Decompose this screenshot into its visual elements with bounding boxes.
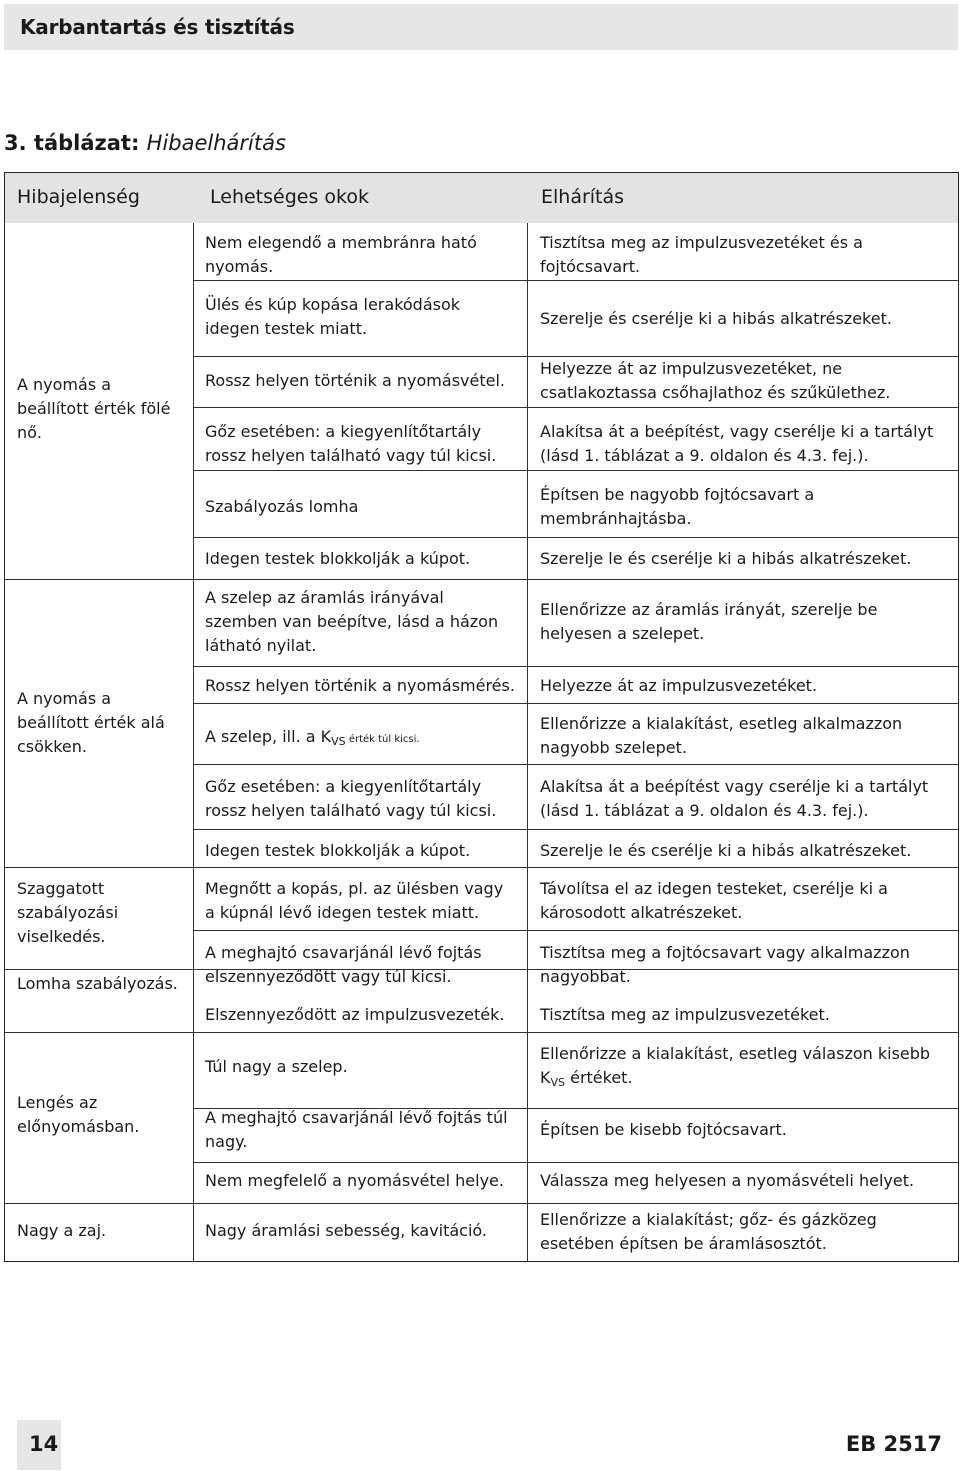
remedy-cell: Ellenőrizze a kialakítást; gőz- és gázközeg esetében építsen be áramlásosztót. (540, 1210, 877, 1253)
cause-cell: Szabályozás lomha (205, 497, 359, 516)
row-divider (193, 407, 958, 408)
remedy-cell: Tisztítsa meg az impulzusvezetéket. (540, 1005, 830, 1024)
row-divider (193, 537, 958, 538)
remedy-cell: Szerelje le és cserélje ki a hibás alkatrészeket. (540, 841, 912, 860)
table-title (4, 131, 286, 155)
section-header (4, 4, 958, 50)
row-divider (193, 666, 958, 667)
remedy-cell: Szerelje le és cserélje ki a hibás alkatrészeket. (540, 549, 912, 568)
remedy-cell: Ellenőrizze a kialakítást, esetleg alkalmazzon nagyobb szelepet. (540, 714, 903, 757)
cause-cell: Rossz helyen történik a nyomásmérés. (205, 676, 515, 695)
symptom-cell: Szaggatott szabályozási viselkedés. (17, 879, 119, 946)
column-divider (193, 223, 194, 1261)
remedy-cell: Tisztítsa meg a fojtócsavart vagy alkalmazzon nagyobbat. (540, 943, 910, 986)
remedy-cell: Helyezze át az impulzusvezetéket, ne csatlakoztassa csőhajlathoz és szűkülethez. (540, 359, 891, 402)
group-divider (5, 1032, 958, 1033)
row-divider (193, 280, 958, 281)
remedy-cell: Szerelje és cserélje ki a hibás alkatrészeket. (540, 309, 892, 328)
table-title-prefix: 3. táblázat: (4, 131, 140, 155)
document-code: EB 2517 (845, 1432, 942, 1456)
symptom-cell: Nagy a zaj. (17, 1221, 107, 1240)
cause-text-small: érték túl kicsi. (345, 734, 420, 745)
row-divider (193, 470, 958, 471)
cause-cell: Nagy áramlási sebesség, kavitáció. (205, 1221, 488, 1240)
remedy-cell: Építsen be kisebb fojtócsavart. (540, 1120, 787, 1139)
row-divider (193, 1162, 958, 1163)
cause-cell: Elszennyeződött az impulzusvezeték. (205, 1005, 505, 1024)
section-title: Karbantartás és tisztítás (20, 15, 295, 39)
table-title-name: Hibaelhárítás (146, 131, 286, 155)
cause-cell: Nem elegendő a membránra ható nyomás. (205, 233, 477, 276)
row-divider (193, 829, 958, 830)
column-header-remedy: Elhárítás (541, 186, 625, 208)
remedy-cell: Alakítsa át a beépítést, vagy cserélje ki a tartályt (lásd 1. táblázat a 9. oldalon és 4.3. fej.). (540, 422, 934, 465)
cause-cell: Nem megfelelő a nyomásvétel helye. (205, 1171, 504, 1190)
remedy-cell: Ellenőrizze az áramlás irányát, szerelje be helyesen a szelepet. (540, 600, 878, 643)
remedy-text: értéket. (565, 1068, 633, 1087)
cause-cell: Idegen testek blokkolják a kúpot. (205, 841, 471, 860)
remedy-cell: Távolítsa el az idegen testeket, cserélje ki a károsodott alkatrészeket. (540, 879, 888, 922)
row-divider (193, 703, 958, 704)
column-header-cause: Lehetséges okok (210, 186, 369, 208)
column-header-symptom: Hibajelenség (17, 186, 140, 208)
cause-cell: Túl nagy a szelep. (205, 1057, 348, 1076)
symptom-cell: A nyomás a beállított érték fölé nő. (17, 375, 171, 442)
page-number (17, 1420, 61, 1470)
row-divider (193, 764, 958, 765)
remedy-text: Ellenőrizze a kialakítást, esetleg válaszon kisebb K (540, 1044, 931, 1087)
cause-cell: Rossz helyen történik a nyomásvétel. (205, 371, 505, 390)
cause-cell: Idegen testek blokkolják a kúpot. (205, 549, 471, 568)
kvs-subscript: VS (550, 1076, 566, 1089)
cause-cell: Gőz esetében: a kiegyenlítőtartály rossz helyen található vagy túl kicsi. (205, 777, 497, 820)
cause-cell: A meghajtó csavarjánál lévő fojtás elszennyeződött vagy túl kicsi. (205, 943, 482, 986)
group-divider (5, 1203, 958, 1204)
cause-cell: Megnőtt a kopás, pl. az ülésben vagy a kúpnál lévő idegen testek miatt. (205, 879, 504, 922)
remedy-cell: Alakítsa át a beépítést vagy cserélje ki a tartályt (lásd 1. táblázat a 9. oldalon és 4.3. fej.). (540, 777, 929, 820)
page-number-text: 14 (29, 1432, 59, 1456)
cause-text: A szelep, ill. a K (205, 727, 332, 746)
group-divider (5, 579, 958, 580)
symptom-cell: Lengés az előnyomásban. (17, 1093, 140, 1136)
remedy-cell: Válassza meg helyesen a nyomásvételi helyet. (540, 1171, 915, 1190)
table-header-row (5, 173, 958, 223)
remedy-cell: Helyezze át az impulzusvezetéket. (540, 676, 818, 695)
cause-cell: A szelep az áramlás irányával szemben van beépítve, lásd a házon látható nyilat. (205, 588, 499, 655)
cause-cell: Ülés és kúp kopása lerakódások idegen testek miatt. (205, 295, 461, 338)
cause-cell: Gőz esetében: a kiegyenlítőtartály rossz helyen található vagy túl kicsi. (205, 422, 497, 465)
cause-cell: A meghajtó csavarjánál lévő fojtás túl nagy. (205, 1108, 508, 1151)
symptom-cell: A nyomás a beállított érték alá csökken. (17, 689, 165, 756)
cause-cell (205, 725, 517, 752)
troubleshooting-table (4, 172, 959, 1262)
kvs-subscript: VS (331, 735, 346, 748)
remedy-cell: Tisztítsa meg az impulzusvezetéket és a fojtócsavart. (540, 233, 863, 276)
remedy-cell (540, 1042, 940, 1090)
row-divider (193, 930, 958, 931)
remedy-cell: Építsen be nagyobb fojtócsavart a membránhajtásba. (540, 485, 815, 528)
column-divider (527, 223, 528, 1261)
group-divider (5, 867, 958, 868)
symptom-cell: Lomha szabályozás. (17, 974, 178, 993)
